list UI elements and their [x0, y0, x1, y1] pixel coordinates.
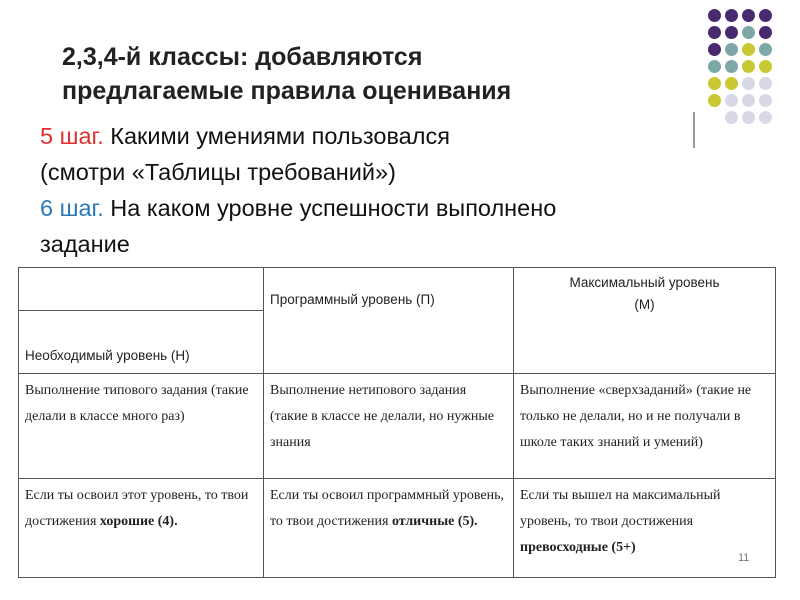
- cell-max-grade: [514, 479, 776, 578]
- cell-program-grade: [264, 479, 514, 578]
- cell-program-grade-text: Если ты освоил программный уровень, то твои достижения: [270, 488, 505, 529]
- decorative-dot: [759, 111, 772, 124]
- decorative-dot: [742, 60, 755, 73]
- decorative-dot: [725, 26, 738, 39]
- table-row-header-a: [19, 268, 776, 311]
- header-max-line-1: Максимальный уровень: [569, 275, 720, 290]
- decorative-dot: [708, 60, 721, 73]
- decorative-dot: [742, 26, 755, 39]
- step-6-text: На каком уровне успешности выполнено: [103, 195, 557, 221]
- decorative-dot: [742, 111, 755, 124]
- header-cell-empty: [19, 268, 264, 311]
- cell-necessary-grade-text: Если ты освоил этот уровень, то твои достижения: [25, 488, 249, 529]
- header-max-level: [514, 268, 776, 374]
- cell-max-description: Выполнение «сверхзаданий» (такие не только не делали, но и не получали в школе таких знаний и умений): [514, 374, 776, 479]
- decorative-dot: [708, 26, 721, 39]
- step-5-number: 5 шаг.: [40, 123, 104, 149]
- cell-program-description: Выполнение нетипового задания (такие в классе не делали, но нужные знания: [264, 374, 514, 479]
- table-row: [19, 479, 776, 578]
- table-row: [19, 374, 776, 479]
- title-line-2: предлагаемые правила оценивания: [62, 77, 512, 105]
- grade-good: хорошие (4).: [99, 514, 178, 529]
- decorative-dot: [759, 77, 772, 90]
- decorative-dot: [708, 94, 721, 107]
- decorative-dot: [759, 94, 772, 107]
- cell-necessary-description: Выполнение типового задания (такие делали в классе много раз): [19, 374, 264, 479]
- decorative-dot: [708, 43, 721, 56]
- title-line-1: 2,3,4-й классы: добавляются: [62, 43, 423, 71]
- decorative-dot: [742, 94, 755, 107]
- step-6-text-cont: задание: [40, 231, 130, 257]
- header-max-line-2: (М): [634, 297, 655, 312]
- step-6: [40, 190, 740, 226]
- requirements-table: [18, 267, 776, 578]
- cell-max-grade-text: Если ты вышел на максимальный уровень, то твои достижения: [520, 488, 721, 529]
- decorative-dot: [742, 9, 755, 22]
- slide-title: [62, 40, 662, 108]
- decorative-dot: [759, 26, 772, 39]
- decorative-dot-grid: [708, 9, 798, 134]
- decorative-dot: [725, 9, 738, 22]
- header-program-level: Программный уровень (П): [264, 268, 514, 374]
- header-necessary-level: Необходимый уровень (Н): [19, 311, 264, 374]
- cell-necessary-grade: [19, 479, 264, 578]
- step-5-note: (смотри «Таблицы требований»): [40, 159, 396, 185]
- step-6-number: 6 шаг.: [40, 195, 104, 221]
- decorative-dot: [708, 9, 721, 22]
- step-5-text: Какими умениями пользовался: [103, 123, 450, 149]
- decorative-dot: [759, 43, 772, 56]
- decorative-dot: [725, 43, 738, 56]
- page-number: 11: [738, 552, 750, 564]
- grade-superb: превосходные (5+): [520, 540, 636, 555]
- step-5: [40, 118, 740, 154]
- decorative-dot: [725, 60, 738, 73]
- decorative-dot: [742, 77, 755, 90]
- decorative-dot: [725, 94, 738, 107]
- decorative-dot: [759, 60, 772, 73]
- decorative-dot: [742, 43, 755, 56]
- decorative-dot: [708, 77, 721, 90]
- decorative-dot: [759, 9, 772, 22]
- decorative-dot: [725, 77, 738, 90]
- steps-text: [40, 118, 740, 262]
- grade-excellent: отличные (5).: [391, 514, 478, 529]
